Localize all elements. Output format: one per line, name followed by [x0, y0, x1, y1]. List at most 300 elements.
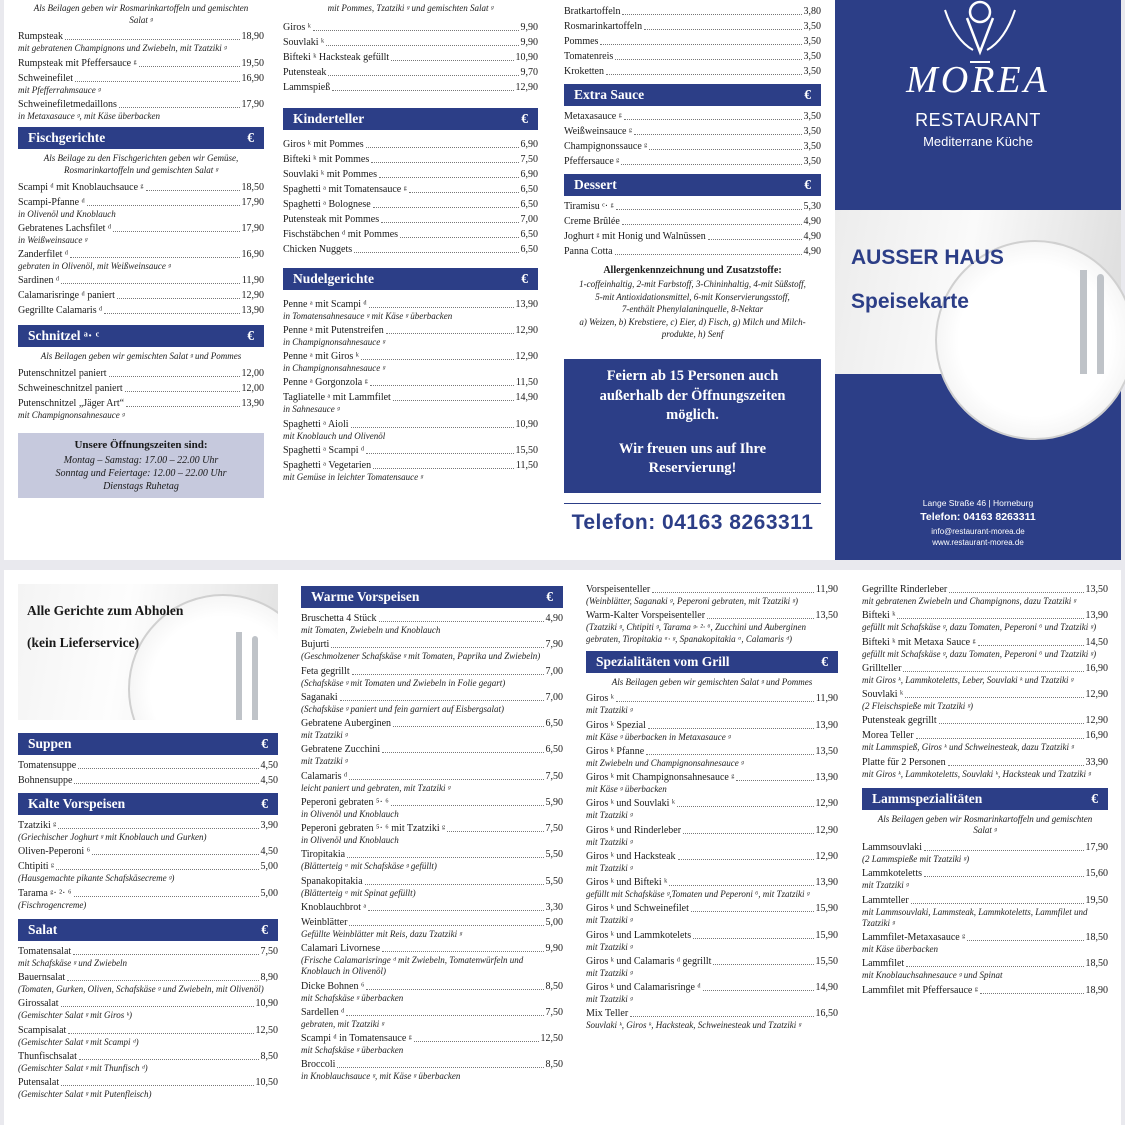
menu-item-row: [586, 1007, 838, 1020]
euro-label: €: [804, 177, 811, 193]
menu-item: [564, 20, 821, 33]
menu-item-row: [564, 140, 821, 153]
opening-hours-line: Montag – Samstag: 17.00 – 22.00 Uhr: [63, 455, 219, 467]
column-kinder-nudel: [283, 3, 538, 483]
menu-item-name: Rumpsteak mit Pfeffersauce ᵍ: [18, 57, 137, 69]
section-title: Fischgerichte: [28, 130, 106, 146]
dot-leader: [649, 149, 801, 150]
menu-item-name: Giros ᵏ: [586, 693, 614, 705]
menu-item-name: Grillteller: [862, 662, 902, 674]
dot-leader: [113, 231, 239, 232]
menu-item-description: mit Tzatziki ᵍ: [862, 880, 909, 891]
menu-item-row: [564, 50, 821, 63]
menu-item: [862, 984, 1108, 997]
menu-item: [564, 215, 821, 228]
menu-item: [586, 955, 838, 979]
menu-item-price: 4,50: [260, 846, 278, 858]
menu-item-name: Scampi ᵈ in Tomatensauce ᵍ: [301, 1033, 412, 1044]
menu-item-price: 11,90: [815, 584, 838, 595]
dot-leader: [414, 1041, 539, 1042]
fish-list: [18, 181, 264, 318]
section-header-grill: [586, 651, 838, 673]
dot-leader: [615, 254, 802, 255]
dot-leader: [347, 857, 543, 858]
menu-item-name: Schweinefiletmedaillons: [18, 98, 117, 110]
menu-item-price: 13,90: [815, 772, 838, 784]
dot-leader: [373, 207, 519, 208]
menu-item: [283, 36, 538, 49]
menu-item-price: 12,50: [540, 1033, 563, 1044]
menu-item-name: Lammfilet-Metaxasauce ᵍ: [862, 932, 966, 944]
menu-item-row: [586, 692, 838, 705]
menu-item-row: [862, 867, 1108, 880]
dot-leader: [371, 162, 518, 163]
section-header-suppen: [18, 733, 278, 755]
menu-item-description: (Tomaten, Gurken, Oliven, Schafskäse ᵍ und Zwiebeln, mit Olivenöl): [18, 984, 264, 994]
menu-item-price: 16,50: [815, 1008, 838, 1020]
menu-item-description: (Schafskäse ᵍ mit Tomaten und Zwiebeln in Folie gegart): [301, 677, 506, 688]
dot-leader: [352, 674, 544, 675]
menu-item-description: mit Käse ᵍ überbacken: [586, 784, 667, 795]
dot-leader: [713, 964, 813, 965]
menu-item-description: mit Pfefferrahmsauce ᵍ: [18, 84, 101, 95]
menu-item-description: (Schafskäse ᵍ paniert und fein garniert auf Eisbergsalat): [301, 703, 504, 714]
menu-item: [301, 691, 563, 715]
allergen-info: [564, 264, 821, 341]
menu-item-name: Calamaris ᵈ: [301, 770, 348, 782]
menu-item: [18, 196, 264, 220]
dot-leader: [332, 90, 513, 91]
dot-leader: [349, 925, 543, 926]
menu-item-name: Gebratene Auberginen: [301, 718, 392, 729]
menu-item-price: 8,50: [545, 1059, 563, 1071]
menu-item-price: 12,00: [241, 367, 264, 379]
menu-item-name: Souvlaki ᵏ mit Pommes: [283, 168, 377, 180]
menu-item: [301, 612, 563, 636]
menu-item: [564, 245, 821, 258]
menu-item: [586, 771, 838, 795]
menu-item-row: [862, 636, 1108, 649]
dot-leader: [703, 990, 814, 991]
menu-item-description: gefüllt mit Schafskäse ᵍ, dazu Tomaten, Peperoni ⁶ und Tzatziki ᵍ): [862, 622, 1097, 633]
menu-item-description: in Champignonsahnesauce ᵍ: [283, 363, 386, 374]
menu-item: [283, 418, 538, 442]
menu-item: [283, 350, 538, 374]
menu-item-price: 19,50: [241, 57, 264, 69]
menu-item-row: [18, 945, 278, 958]
menu-item-row: [564, 65, 821, 78]
menu-item-row: [862, 894, 1108, 907]
side-list: [564, 5, 821, 78]
menu-item-row: [18, 1050, 278, 1063]
menu-item-row: [283, 51, 538, 64]
menu-item-row: [18, 845, 278, 858]
menu-item-name: Giros ᵏ und Calamaris ᵈ gegrillt: [586, 955, 712, 967]
menu-item-name: Giros ᵏ und Bifteki ᵏ: [586, 877, 668, 889]
menu-item-row: [862, 609, 1108, 622]
menu-item-price: 7,00: [545, 691, 563, 703]
fish-side-note: Als Beilage zu den Fischgerichten geben wir Gemüse, Rosmarinkartoffeln und gemischten Salat ᵍ: [43, 153, 239, 175]
menu-item-name: Sardellen ᵈ: [301, 1006, 345, 1018]
menu-item-name: Pommes: [564, 36, 599, 47]
menu-item: [283, 459, 538, 483]
menu-item-name: Scampi ᵈ mit Knoblauchsauce ᵍ: [18, 181, 144, 193]
menu-item: [862, 756, 1108, 780]
menu-item-row: [18, 997, 278, 1010]
booking-line: außerhalb der Öffnungszeiten: [599, 387, 786, 404]
menu-item: [283, 213, 538, 226]
sauce-list: [564, 110, 821, 168]
menu-item-row: [18, 819, 278, 832]
menu-item-row: [301, 1058, 563, 1071]
menu-item: [862, 609, 1108, 633]
menu-item-row: [301, 796, 563, 809]
steak-list: [18, 30, 264, 122]
section-title: Kalte Vorspeisen: [28, 796, 126, 812]
euro-label: €: [261, 796, 268, 812]
menu-item: [586, 692, 838, 716]
menu-item: [586, 902, 838, 926]
section-title: Salat: [28, 921, 58, 937]
dot-leader: [337, 1067, 543, 1068]
phone-number: Telefon: 04163 8263311: [564, 503, 821, 536]
menu-item-price: 7,50: [260, 945, 278, 957]
dot-leader: [92, 854, 258, 855]
menu-item-description: Gefüllte Weinblätter mit Reis, dazu Tzatziki ᵍ: [301, 928, 462, 939]
section-header-fischgerichte: [18, 127, 264, 149]
dot-leader: [447, 831, 543, 832]
cover-phone: Telefon: 04163 8263311: [920, 511, 1036, 523]
dot-leader: [906, 966, 1083, 967]
section-header-salat: [18, 919, 278, 941]
menu-item-row: [18, 1076, 278, 1089]
menu-item-row: [301, 875, 563, 888]
menu-item-row: [18, 887, 278, 900]
dot-leader: [622, 224, 802, 225]
dot-leader: [370, 385, 514, 386]
menu-item-description: mit Tzatziki ᵍ: [586, 994, 633, 1005]
menu-item-name: Gegrillte Rinderleber: [862, 584, 948, 595]
menu-item-description: mit Schafskäse ᵍ überbacken: [301, 1045, 404, 1055]
menu-item-price: 11,50: [515, 459, 538, 471]
menu-item-name: Bifteki ᵏ mit Pommes: [283, 153, 370, 165]
column-warm-starters: [301, 581, 563, 1083]
menu-item-name: Kroketten: [564, 66, 604, 77]
menu-item-price: 18,90: [1085, 984, 1108, 996]
dot-leader: [74, 896, 259, 897]
menu-item-description: mit Tzatziki ᵍ: [301, 756, 348, 767]
menu-item-name: Vorspeisenteller: [586, 584, 651, 595]
dot-leader: [393, 400, 514, 401]
menu-item-name: Spaghetti ᵃ Bolognese: [283, 198, 371, 210]
side-dish-note: mit Pommes, Tzatziki ᵍ und gemischten Salat ᵍ: [327, 3, 494, 13]
menu-item: [18, 945, 278, 969]
menu-item-name: Giros ᵏ und Rinderleber: [586, 824, 682, 836]
euro-label: €: [521, 110, 528, 126]
menu-item: [283, 243, 538, 256]
menu-item-name: Bruschetta 4 Stück: [301, 613, 377, 624]
dot-leader: [897, 618, 1083, 619]
menu-item-description: (Blätterteig ᵃ mit Schafskäse ᵍ gefüllt): [301, 861, 437, 872]
menu-item-name: Spaghetti ᵃ Aioli: [283, 418, 349, 430]
section-title: Suppen: [28, 736, 72, 752]
dot-leader: [600, 44, 801, 45]
menu-item-price: 17,90: [241, 98, 264, 110]
knife-icon: [1097, 274, 1104, 374]
menu-item: [18, 887, 278, 911]
menu-item-row: [18, 72, 264, 85]
dot-leader: [691, 911, 814, 912]
menu-item-description: Souvlaki ᵏ, Giros ᵏ, Hacksteak, Schweinesteak und Tzatziki ᵍ: [586, 1020, 802, 1031]
fork-icon: [1080, 270, 1087, 374]
menu-item-row: [301, 743, 563, 756]
dot-leader: [61, 1085, 253, 1086]
menu-item-name: Giros ᵏ und Calamarisringe ᵈ: [586, 982, 701, 994]
menu-item-description: gefüllt mit Schafskäse ᵍ,Tomaten und Peperoni ⁶, mit Tzatziki ᵍ: [586, 889, 810, 900]
dot-leader: [393, 726, 543, 727]
menu-item: [18, 248, 264, 272]
allergen-title: Allergenkennzeichnung und Zusatzstoffe:: [603, 265, 782, 276]
menu-item-name: Lammteller: [862, 894, 909, 906]
menu-item-price: 9,90: [520, 21, 538, 33]
menu-item-row: [586, 876, 838, 889]
warm-starter-list: [301, 612, 563, 1083]
dot-leader: [56, 869, 258, 870]
cold-starter-list: [18, 819, 278, 911]
dot-leader: [621, 164, 801, 165]
section-header-nudelgerichte: [283, 268, 538, 290]
menu-item-name: Schweineschnitzel paniert: [18, 382, 123, 394]
menu-item-price: 14,50: [1085, 636, 1108, 648]
menu-item-name: Putenschnitzel „Jäger Art“: [18, 397, 125, 409]
pickup-title: Alle Gerichte zum Abholen: [27, 603, 184, 618]
menu-item-row: [301, 612, 563, 625]
dot-leader: [903, 671, 1083, 672]
menu-item-price: 10,90: [515, 418, 538, 430]
menu-item: [301, 665, 563, 689]
menu-item-description: mit Lammspieß, Giros ᵏ und Schweinesteak, dazu Tzatziki ᵍ: [862, 742, 1074, 753]
dot-leader: [74, 783, 258, 784]
dot-leader: [622, 14, 801, 15]
dot-leader: [326, 45, 518, 46]
dot-leader: [948, 765, 1084, 766]
menu-item-row: [18, 248, 264, 261]
menu-item: [564, 35, 821, 48]
euro-label: €: [1091, 790, 1098, 806]
menu-item-price: 8,50: [545, 980, 563, 992]
menu-item-description: mit Tzatziki ᵍ: [586, 836, 633, 847]
menu-item-name: Lammspieß: [283, 81, 331, 93]
menu-item: [564, 5, 821, 18]
menu-item-name: Bauernsalat: [18, 972, 66, 983]
menu-item-name: Giros ᵏ mit Champignonsahnesauce ᵍ: [586, 772, 735, 784]
menu-item-row: [18, 57, 264, 70]
menu-item-description: (Hausgemachte pikante Schafskäsecreme ᵍ): [18, 873, 175, 884]
dot-leader: [905, 697, 1083, 698]
menu-item-price: 13,90: [241, 397, 264, 409]
menu-item-name: Giros ᵏ und Lammkotelets: [586, 929, 692, 941]
menu-item-name: Lammkoteletts: [862, 868, 922, 880]
dot-leader: [646, 754, 813, 755]
menu-item-name: Broccoli: [301, 1059, 336, 1071]
menu-item: [301, 901, 563, 914]
dot-leader: [346, 1015, 543, 1016]
dot-leader: [624, 119, 802, 120]
dot-leader: [916, 738, 1084, 739]
menu-item-description: in Sahnesauce ᵍ: [283, 404, 340, 415]
menu-item-row: [283, 459, 538, 472]
menu-item-name: Spaghetti ᵃ Vegetarien: [283, 459, 372, 471]
section-header-schnitzel: [18, 325, 264, 347]
dot-leader: [146, 190, 240, 191]
dot-leader: [980, 993, 1084, 994]
menu-item-name: Feta gegrillt: [301, 665, 350, 677]
opening-hours-title: Unsere Öffnungszeiten sind:: [74, 439, 208, 452]
menu-item-price: 5,00: [260, 887, 278, 899]
menu-item-row: [862, 957, 1108, 970]
column-lamb: [862, 581, 1108, 997]
menu-item: [862, 688, 1108, 712]
menu-item: [301, 1006, 563, 1030]
menu-item-price: 10,50: [255, 1077, 278, 1088]
menu-item-description: mit Giros ᵏ, Lammkoteletts, Souvlaki ᵏ, Hacksteak und Tzatziki ᵍ: [862, 768, 1091, 779]
menu-item: [301, 848, 563, 872]
menu-item-name: Peperoni gebraten ⁵· ⁶ mit Tzatziki ᵍ: [301, 823, 446, 834]
euro-label: €: [247, 328, 254, 344]
menu-item: [283, 198, 538, 211]
menu-item-price: 6,50: [520, 228, 538, 240]
menu-item: [18, 289, 264, 302]
menu-item-name: Lammfilet mit Pfeffersauce ᵍ: [862, 984, 978, 996]
menu-item-price: 12,90: [515, 81, 538, 93]
menu-item-row: [862, 688, 1108, 701]
menu-item-row: [283, 213, 538, 226]
menu-item-name: Tiramisu ᶜ· ᵍ: [564, 201, 614, 212]
dot-leader: [693, 938, 813, 939]
menu-item-price: 12,00: [241, 382, 264, 394]
menu-item-row: [862, 583, 1108, 596]
menu-item: [862, 931, 1108, 955]
menu-item: [301, 1032, 563, 1056]
platter-list: [586, 583, 838, 645]
menu-item-name: Calamarisringe ᵈ paniert: [18, 290, 115, 302]
menu-item: [862, 662, 1108, 686]
menu-item-description: mit Käse ᵍ überbacken in Metaxasauce ᵍ: [586, 731, 731, 742]
menu-item-name: Platte für 2 Personen: [862, 756, 946, 768]
menu-item-row: [18, 222, 264, 235]
menu-item: [586, 876, 838, 900]
menu-item-price: 10,90: [255, 998, 278, 1010]
menu-item-name: Tomatensuppe: [18, 760, 77, 771]
menu-item-name: Bifteki ᵏ Hacksteak gefüllt: [283, 51, 390, 63]
dot-leader: [379, 177, 519, 178]
menu-item-price: 13,90: [515, 298, 538, 310]
menu-item-price: 4,50: [260, 775, 278, 786]
menu-item-price: 6,50: [545, 718, 563, 729]
kids-list: [283, 138, 538, 256]
menu-inner-panel: [4, 0, 1121, 560]
menu-item-price: 11,90: [815, 693, 838, 705]
menu-item: [586, 824, 838, 848]
euro-label: €: [247, 130, 254, 146]
menu-item-name: Tomatensalat: [18, 945, 72, 957]
menu-item-row: [283, 81, 538, 94]
menu-item: [862, 867, 1108, 891]
section-header-dessert: [564, 174, 821, 196]
menu-item-row: [586, 609, 838, 622]
dot-leader: [616, 209, 802, 210]
menu-item: [18, 1076, 278, 1100]
schnitzel-side-note: Als Beilagen geben wir gemischten Salat ᵍ und Pommes: [40, 351, 242, 362]
menu-item-row: [586, 745, 838, 758]
menu-item: [301, 942, 563, 978]
menu-item-row: [301, 665, 563, 678]
menu-item-description: mit Tzatziki ᵍ: [586, 810, 633, 821]
menu-item-name: Putensteak mit Pommes: [283, 213, 380, 225]
menu-item-price: 13,50: [1085, 584, 1108, 595]
section-title: Schnitzel ᵃ· ᶜ: [28, 328, 100, 344]
dot-leader: [615, 59, 801, 60]
dot-leader: [61, 1006, 254, 1007]
menu-item-price: 5,50: [545, 875, 563, 887]
menu-item: [18, 181, 264, 194]
menu-item-description: mit Knoblauch und Olivenöl: [283, 430, 386, 441]
menu-item: [301, 743, 563, 767]
menu-item: [283, 81, 538, 94]
menu-item: [301, 638, 563, 662]
menu-item-name: Giros ᵏ und Souvlaki ᵏ: [586, 798, 676, 810]
menu-item-row: [862, 714, 1108, 727]
menu-item-name: Bujurti: [301, 639, 330, 651]
menu-cover: [835, 0, 1121, 560]
allergen-line: 1-coffeinhaltig, 2-mit Farbstoff, 3-Chininhaltig, 4-mit Süßstoff,: [579, 279, 806, 289]
menu-item: [283, 298, 538, 322]
menu-item-row: [586, 797, 838, 810]
dot-leader: [644, 29, 801, 30]
menu-item-description: mit gebratenen Champignons und Zwiebeln, mit Tzatziki ᵍ: [18, 43, 227, 54]
dot-leader: [349, 779, 543, 780]
menu-item: [18, 72, 264, 96]
menu-item-name: Bratkartoffeln: [564, 6, 621, 17]
menu-item-price: 5,50: [545, 849, 563, 861]
menu-item: [18, 382, 264, 395]
menu-item-name: Dicke Bohnen ⁶: [301, 980, 365, 992]
menu-item-price: 3,50: [803, 111, 821, 122]
menu-item: [18, 971, 278, 995]
menu-item: [586, 981, 838, 1005]
menu-item-price: 3,50: [803, 51, 821, 62]
menu-item-row: [862, 662, 1108, 675]
menu-item-row: [301, 1032, 563, 1045]
menu-item-price: 5,30: [803, 201, 821, 212]
dot-leader: [366, 989, 543, 990]
menu-item-name: Giros ᵏ Pfanne: [586, 745, 645, 757]
menu-item: [18, 819, 278, 843]
logo-text: MOREA: [906, 59, 1050, 101]
pasta-list: [283, 298, 538, 484]
menu-item-name: Zanderfilet ᵈ: [18, 249, 69, 260]
menu-item-price: 13,90: [815, 719, 838, 731]
menu-item: [862, 636, 1108, 660]
menu-item-row: [301, 916, 563, 929]
dot-leader: [386, 333, 514, 334]
website: www.restaurant-morea.de: [932, 538, 1024, 547]
menu-item-price: 3,50: [803, 156, 821, 167]
menu-item-price: 5,00: [545, 916, 563, 928]
menu-item-price: 19,50: [1085, 894, 1108, 906]
dot-leader: [967, 940, 1083, 941]
allergen-line: 5-mit Antioxidationsmittel, 6-mit Konservierungsstoff,: [595, 291, 790, 302]
